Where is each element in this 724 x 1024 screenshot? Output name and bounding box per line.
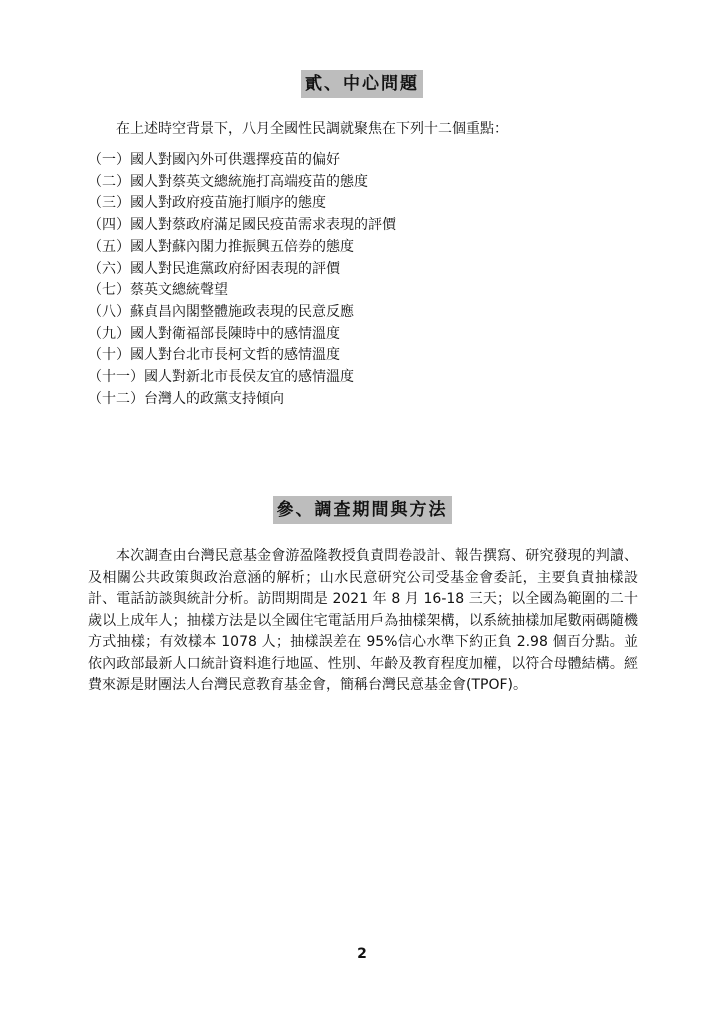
section-heading-survey-method — [0, 496, 724, 524]
list-item: （九）國人對衛福部長陳時中的感情溫度 — [88, 325, 340, 342]
list-item: （十二）台灣人的政黨支持傾向 — [88, 390, 284, 407]
section-heading-label: 參、調查期間與方法 — [273, 496, 452, 524]
intro-paragraph: 在上述時空背景下，八月全國性民調就聚焦在下列十二個重點： — [116, 121, 508, 137]
list-item: （十一）國人對新北市長侯友宜的感情溫度 — [88, 369, 354, 386]
focus-list — [88, 150, 396, 410]
list-item: （二）國人對蔡英文總統施打高端疫苗的態度 — [88, 173, 368, 190]
section-heading-label: 貳、中心問題 — [301, 70, 423, 98]
list-item: （三）國人對政府疫苗施打順序的態度 — [88, 195, 326, 212]
list-item: （十）國人對台北市長柯文哲的感情溫度 — [88, 347, 340, 364]
list-item: （一）國人對國內外可供選擇疫苗的偏好 — [88, 152, 340, 168]
list-item: （七）蔡英文總統聲望 — [88, 282, 228, 299]
list-item: （四）國人對蔡政府滿足國民疫苗需求表現的評價 — [88, 217, 396, 234]
list-item: （八）蘇貞昌內閣整體施政表現的民意反應 — [88, 303, 354, 320]
list-item: （五）國人對蘇內閣力推振興五倍券的態度 — [88, 238, 354, 255]
page-number: 2 — [357, 946, 367, 962]
list-item: （六）國人對民進黨政府紓困表現的評價 — [88, 260, 340, 277]
method-paragraph: 本次調查由台灣民意基金會游盈隆教授負責問卷設計、報告撰寫、研究發現的判讀、及相關公共政策與政治意涵的解析；山水民意研究公司受基金會委託，主要負責抽樣設計、電話訪談與統計分析。訪問期間是 2021 年 8 月 16-18 三天；以全國為範圍的二十歲以上成年人；抽樣方法是以全國住宅電話用戶為抽樣架構，以系統抽樣加尾數兩碼隨機方式抽樣；有效樣本 1078 人；抽樣誤差在 95%信心水準下約正負 2.98 個百分點。並依內政部最新人口統計資料進行地區、性別、年齡及教育程度加權，以符合母體結構。經費來源是財團法人台灣民意教育基金會，簡稱台灣民意基金會(TPOF)。 — [88, 548, 638, 693]
section-heading-central-questions — [0, 70, 724, 98]
